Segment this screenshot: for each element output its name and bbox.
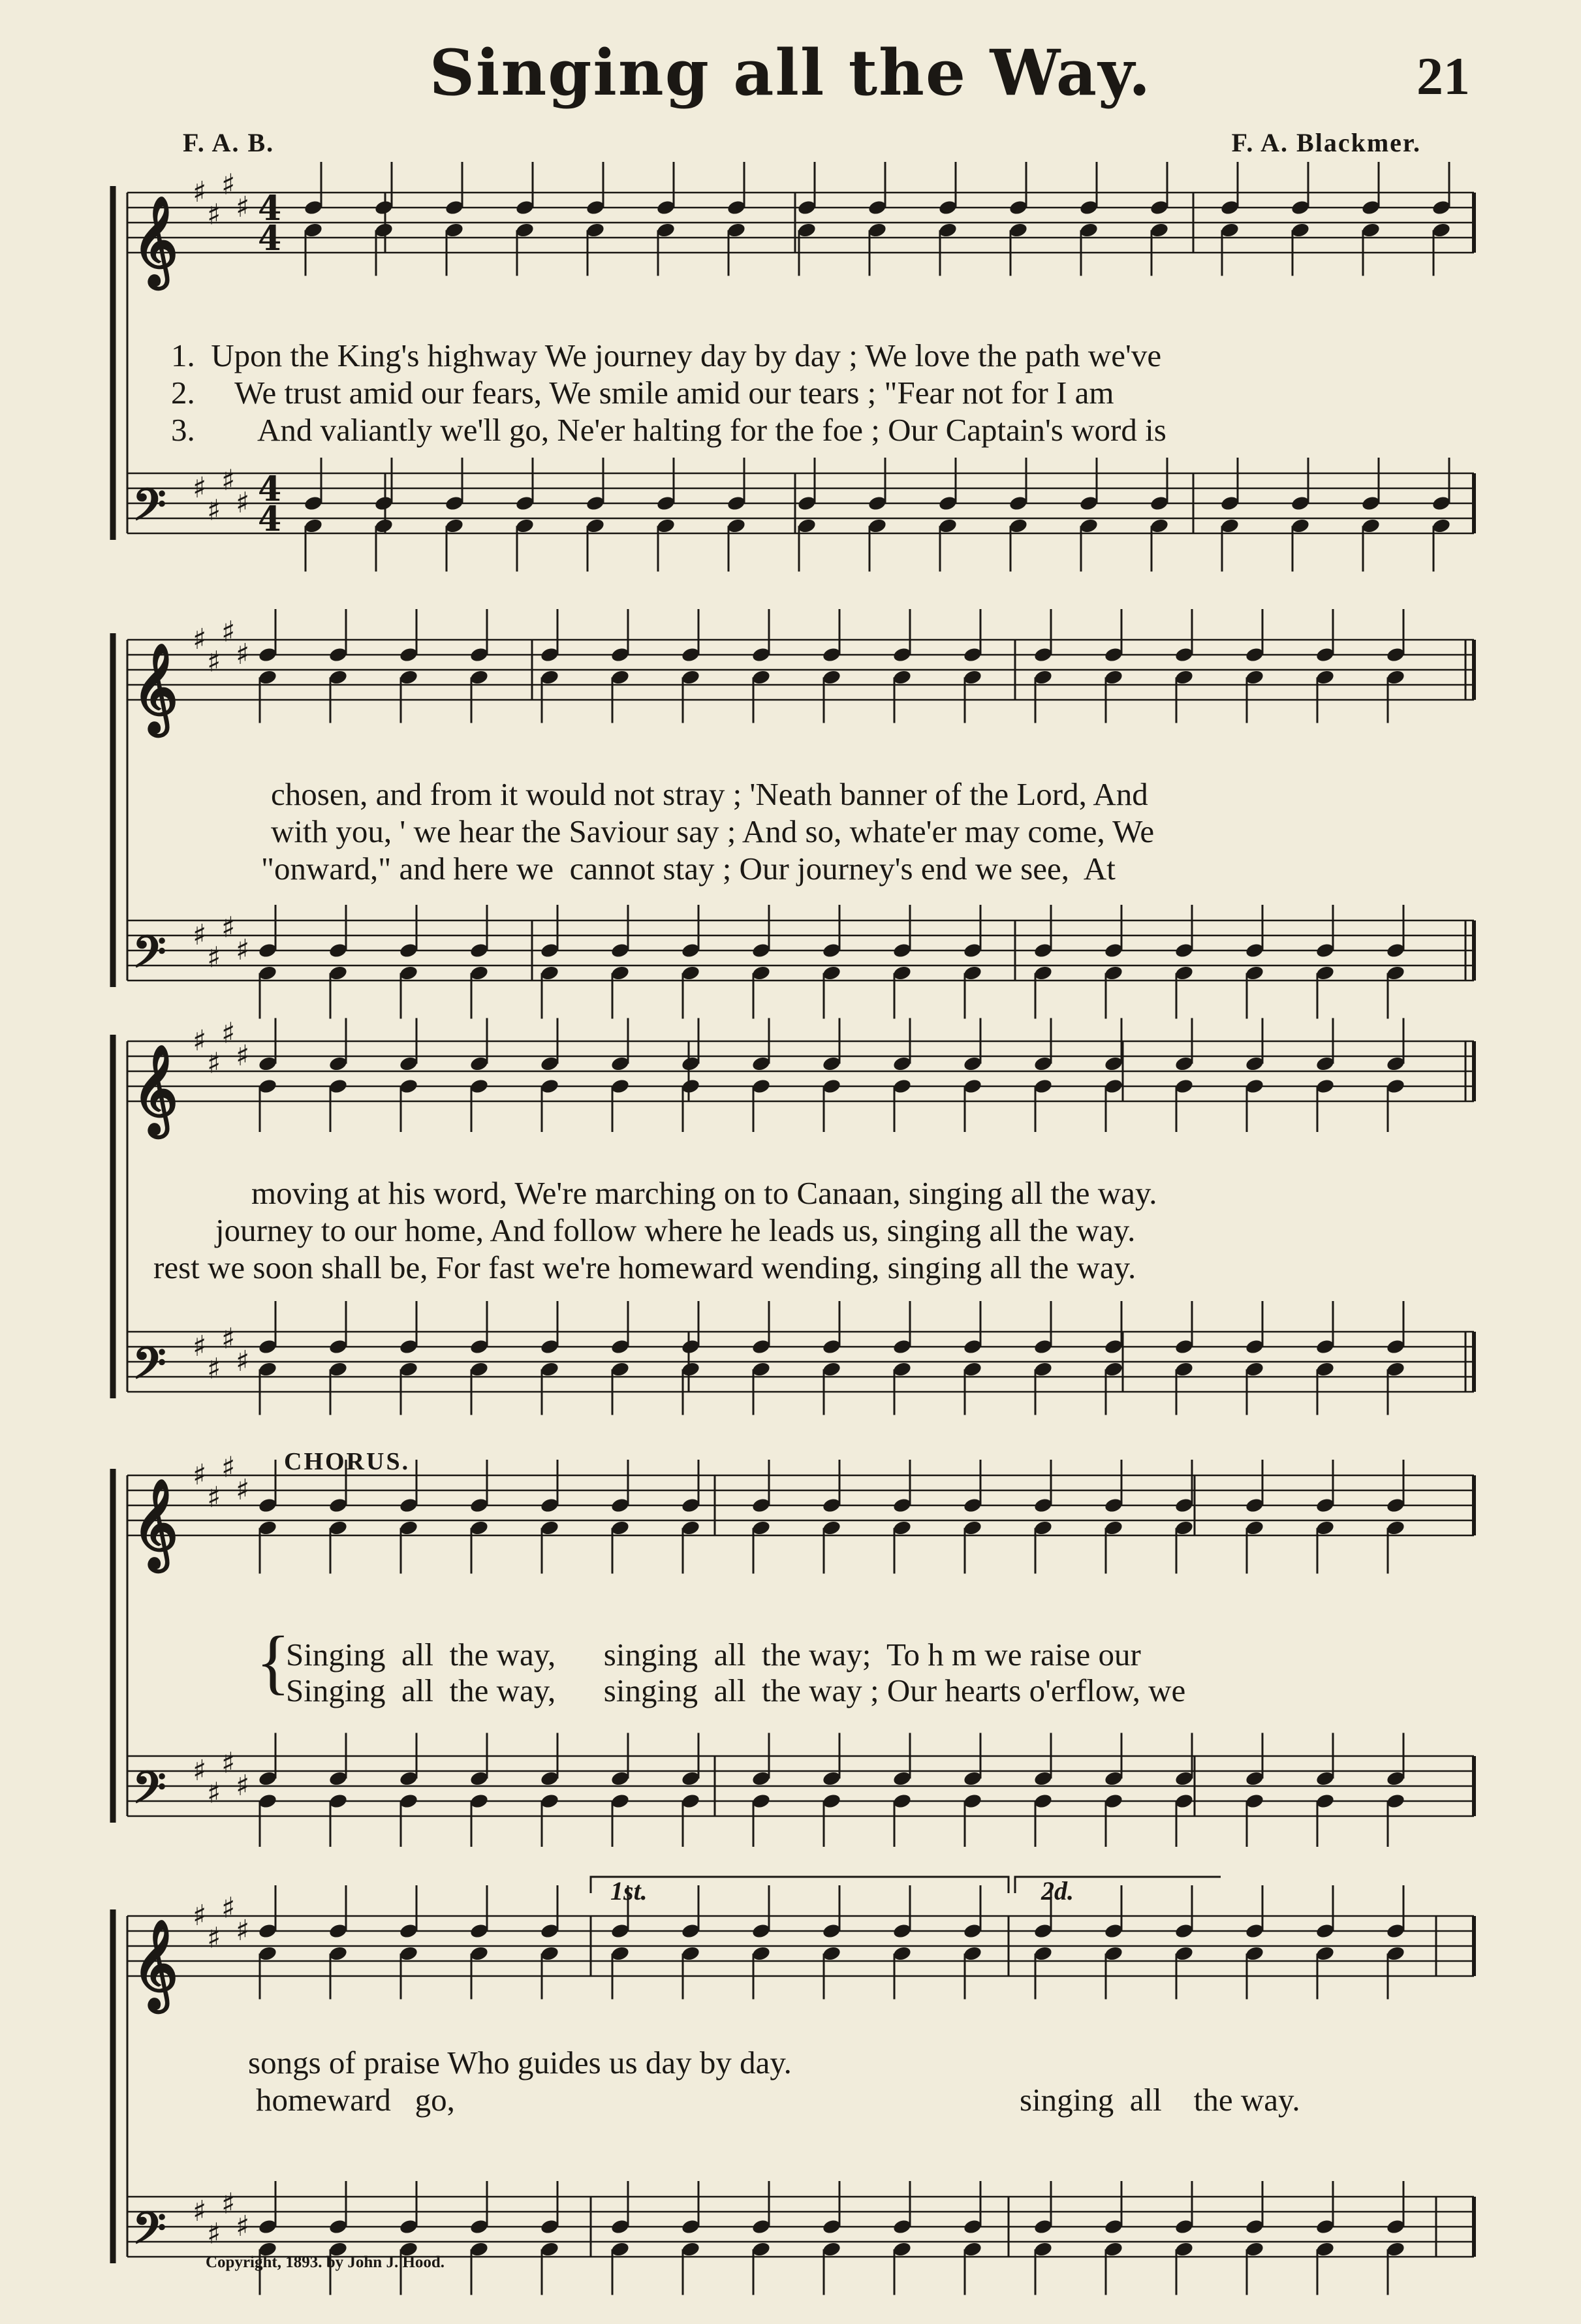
- sharp-icon: ♯: [236, 1039, 250, 1073]
- sharp-icon: ♯: [193, 918, 207, 952]
- lyric-line: homeward go,: [256, 2082, 455, 2118]
- sharp-icon: ♯: [193, 1898, 207, 1932]
- lyric-line: with you, ' we hear the Saviour say ; And so, whate'er may come, We: [271, 813, 1155, 849]
- hymn-title: Singing all the Way.: [429, 36, 1152, 110]
- sharp-icon: ♯: [207, 2217, 221, 2251]
- lyric-brace: {: [256, 1622, 290, 1701]
- sharp-icon: ♯: [193, 175, 207, 209]
- sharp-icon: ♯: [207, 1046, 221, 1080]
- sharp-icon: ♯: [236, 637, 250, 671]
- page-number: 21: [1417, 46, 1470, 106]
- first-ending-bracket: [591, 1877, 1009, 1893]
- sharp-icon: ♯: [221, 615, 236, 649]
- treble-clef-icon: 𝄞: [133, 1918, 178, 2009]
- music-credit: F. A. Blackmer.: [1231, 128, 1421, 157]
- sharp-icon: ♯: [236, 190, 250, 224]
- sharp-icon: ♯: [207, 494, 221, 527]
- bass-clef-icon: 𝄢: [133, 479, 166, 541]
- sharp-icon: ♯: [221, 2187, 236, 2221]
- lyric-line: 2. We trust amid our fears, We smile amid our tears ; "Fear not for I am: [171, 375, 1114, 411]
- lyric-line: 1. Upon the King's highway We journey day by day ; We love the path we've: [171, 338, 1162, 373]
- lyric-line: chosen, and from it would not stray ; 'Neath banner of the Lord, And: [271, 776, 1148, 812]
- sharp-icon: ♯: [236, 1473, 250, 1507]
- bass-clef-icon: 𝄢: [133, 926, 166, 988]
- sharp-icon: ♯: [221, 1016, 236, 1050]
- sharp-icon: ♯: [207, 1921, 221, 1955]
- sharp-icon: ♯: [221, 1746, 236, 1780]
- bass-clef-icon: 𝄢: [133, 1762, 166, 1823]
- lyric-line: 3. And valiantly we'll go, Ne'er halting for the foe ; Our Captain's word is: [171, 412, 1166, 448]
- sharp-icon: ♯: [207, 941, 221, 975]
- sharp-icon: ♯: [207, 1352, 221, 1386]
- time-signature: 4: [258, 469, 282, 509]
- lyric-line: "onward," and here we cannot stay ; Our journey's end we see, At: [261, 851, 1116, 887]
- lyric-line: songs of praise Who guides us day by day.: [248, 2045, 792, 2081]
- sharp-icon: ♯: [221, 1451, 236, 1484]
- sharp-icon: ♯: [207, 1481, 221, 1515]
- bass-clef-icon: 𝄢: [133, 1338, 166, 1399]
- treble-clef-icon: 𝄞: [133, 195, 178, 285]
- time-signature: 4: [258, 189, 282, 228]
- sharp-icon: ♯: [207, 1776, 221, 1810]
- sharp-icon: ♯: [236, 933, 250, 967]
- sharp-icon: ♯: [236, 1768, 250, 1802]
- lyric-line: singing all the way.: [1020, 2082, 1300, 2118]
- second-ending-label: 2d.: [1041, 1876, 1074, 1906]
- treble-clef-icon: 𝄞: [133, 642, 178, 732]
- sharp-icon: ♯: [193, 1458, 207, 1492]
- lyric-line: journey to our home, And follow where he leads us, singing all the way.: [215, 1212, 1136, 1248]
- lyric-line: rest we soon shall be, For fast we're homeward wending, singing all the way.: [153, 1249, 1136, 1285]
- sharp-icon: ♯: [193, 471, 207, 505]
- sharp-icon: ♯: [221, 463, 236, 497]
- sharp-icon: ♯: [207, 645, 221, 679]
- lyric-line: Singing all the way, singing all the way; To h m we raise our: [286, 1637, 1141, 1672]
- treble-clef-icon: 𝄞: [133, 1477, 178, 1568]
- words-credit: F. A. B.: [183, 128, 275, 157]
- treble-clef-icon: 𝄞: [133, 1043, 178, 1134]
- bass-clef-icon: 𝄢: [133, 2203, 166, 2264]
- lyric-line: Singing all the way, singing all the way ; Our hearts o'erflow, we: [286, 1672, 1186, 1708]
- sharp-icon: ♯: [221, 1322, 236, 1356]
- sharp-icon: ♯: [193, 1329, 207, 1363]
- sharp-icon: ♯: [221, 1891, 236, 1925]
- sharp-icon: ♯: [221, 168, 236, 202]
- lyric-line: moving at his word, We're marching on to Canaan, singing all the way.: [251, 1175, 1157, 1211]
- sharp-icon: ♯: [236, 486, 250, 520]
- time-signature: 4: [258, 499, 282, 539]
- sharp-icon: ♯: [193, 2194, 207, 2228]
- sharp-icon: ♯: [207, 198, 221, 232]
- sharp-icon: ♯: [236, 1913, 250, 1947]
- first-ending-label: 1st.: [610, 1876, 648, 1906]
- chorus-label: CHORUS.: [284, 1448, 411, 1475]
- sharp-icon: ♯: [193, 1753, 207, 1787]
- copyright-notice: Copyright, 1893. by John J. Hood.: [206, 2253, 445, 2271]
- time-signature: 4: [258, 219, 282, 259]
- sharp-icon: ♯: [221, 911, 236, 945]
- sharp-icon: ♯: [193, 1024, 207, 1058]
- sharp-icon: ♯: [193, 622, 207, 656]
- sharp-icon: ♯: [236, 2209, 250, 2243]
- sharp-icon: ♯: [236, 1344, 250, 1378]
